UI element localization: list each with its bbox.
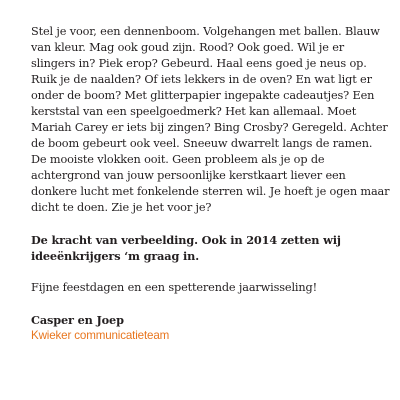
signature-role: Kwieker communicatieteam xyxy=(31,329,170,342)
christmas-card-text xyxy=(31,24,391,344)
highlight-paragraph: De kracht van verbeelding. Ook in 2014 zetten wij ideeënkrijgers ‘m graag in. xyxy=(31,233,341,263)
intro-paragraph: Stel je voor, een dennenboom. Volgehangen met ballen. Blauw van kleur. Mag ook goud zijn. Rood? Ook goed. Wil je er slingers in? Piek erop? Gebeurd. Haal eens goed je neus op. Ruik je de naalden? Of iets lekkers in de oven? En wat ligt er onder de boom? Met glitterpapier ingepakte cadeautjes? Een kerststal van een speelgoedmerk? Het kan allemaal. Moet Mariah Carey er iets bij zingen? Bing Crosby? Geregeld. Achter de boom gebeurt ook veel. Sneeuw dwarrelt langs de ramen. De mooiste vlokken ooit. Geen probleem als je op de achtergrond van jouw persoonlijke kerstkaart liever een donkere lucht met fonkelende sterren wil. Je hoeft je ogen maar dicht te doen. Zie je het voor je? xyxy=(31,25,390,214)
signature-names: Casper en Joep xyxy=(31,313,124,327)
signature-block xyxy=(31,312,391,344)
wishes-paragraph: Fijne feestdagen en een spetterende jaarwisseling! xyxy=(31,281,317,294)
